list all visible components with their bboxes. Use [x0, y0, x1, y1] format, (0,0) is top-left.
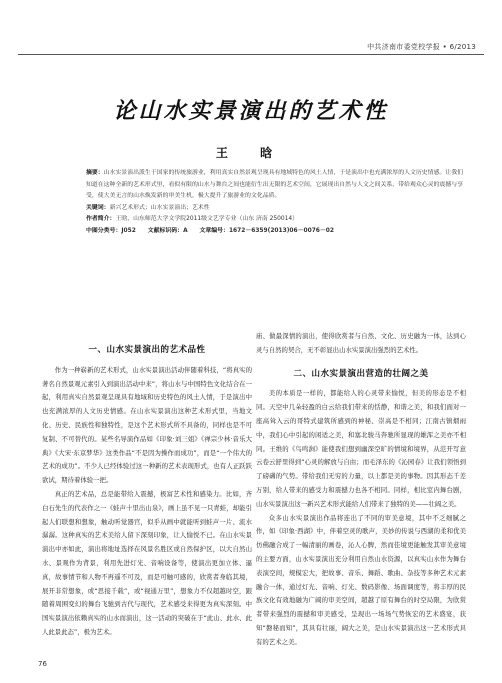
- abstract-label: 摘要：: [86, 170, 104, 176]
- article-no-value: 1672－6359(2013)06－0076－02: [228, 227, 334, 234]
- doc-code-item: [148, 228, 188, 234]
- doc-code-label: 文献标识码：: [147, 227, 184, 234]
- right-paragraph-1: 美的本质是一样的，都能给人的心灵带来愉悦，但美的形态是不相同。天空中几朵轻盈的白云给我们带来的恬静，和谐之美，和我们面对一座高耸入云的哥特式建筑所感到的神秘、崇高是不相同；江南古镇烟雨中，我们心中引起的闲适之美，和塞北骏马奔驰所显现的雄浑之美亦不相同。王维的《鸟鸣涧》能使我们想到幽深空旷的情境和境界，从范开写意云卷云舒里得到“心灵的解放与自由；而毛泽东的《沁园春》让我们领悟到了磅礴的气势。带给我们无穷的力量，以上都是美的事物。因其形态千差万别，给人带来的感受力和震撼力也各不相同。同样，相比室内舞台剧，山水实景演出这一新兴艺术形式能给人们带来了独特的美——壮阔之美。: [256, 389, 466, 508]
- section-heading-1: 一、山水实景演出的艺术品性: [88, 345, 206, 355]
- keywords-line: [86, 203, 468, 215]
- article-no-item: [200, 228, 334, 234]
- clc-item: [86, 228, 136, 234]
- keywords-label: 关键词：: [86, 204, 110, 211]
- left-paragraph-2: 真正的艺术品，总是能带给人震撼，极富艺术性和感染力。比如，齐白石先生的代表作之一《蛙声十里出山泉》，画上虽不见一只青蛙，却能引起人们联想和想象，触动听觉器官，似乎从画中就能听到蛙声一片、流水潺潺。这种真实的艺术美给人留下深刻印象，让人愉悦不已。在山水实景演出中亦如此，演出将地址选择在风景名胜区或自然保护区，以大自然山水、景观作为背景，利用先进灯光、音响设备等，使演出更加立体、逼真，故事情节和人物不再遥不可及，而是可触可感的，欣赏者身临其境，展开非常想象，或“思接千载”，或“视通万里”，想象力不仅超越时空，跟随着周围变幻的舞台飞驰到古代与现代，艺术感受来得更为真实深刻。中国实景演出依赖真实的山水而演出，这一活动的突破在于“此山、此水、此人此景此态”，极为艺术。: [42, 489, 252, 636]
- right-intro-paragraph: 庙、做最深情的演出，使得欣赏者与自然、文化、历史融为一体，达到心灵与自然的契合，无不彰显出山水实景演出强烈的艺术性。: [256, 332, 466, 354]
- page-number: 76: [38, 660, 47, 668]
- article-title: 论山水实景演出的艺术性: [113, 98, 389, 124]
- left-paragraph-1: 作为一种崭新的艺术形式，山水实景演出活动伴随着科技，“将真实的著名自然景观元素引入到演出活动中来”，将山水与中国特色文化结合在一起，利用真实自然景观呈现具有地域和历史特色的风土人情，于是演出中也充满浓厚的人文历史情感。在山水实景演出这种艺术形式里，当地文化、历史、民族性和独特性，是这个艺术形式所不具备的，同样也是不可复制、不可替代的。某些名导演作品如《印象·刘三姐》《禅宗少林·音乐大典》《大宋·东京梦华》这类作品“不是因为操作而成功”，而是“一个伟大的艺术的成功”。不少人已经体验过这一种新的艺术表现形式，也有人正跃跃欲试，期待着体验一把。: [42, 365, 252, 485]
- author-info-line: [86, 214, 468, 226]
- classification-line: [86, 226, 468, 238]
- abstract-text: 山水实景演出派生于国家的传统旅游业，利用真实自然景观呈现具有地域特色的风土人情，于是演出中也充满浓厚的人文历史情感。让我们知道在这种全新的艺术形式里，看似有限的山水与舞台之间也能衍生出无限的艺术空间，它展现出自然与人文之间关系，带给观众心灵的震撼与享受，使大美无言的山水焕发新的审美生机，极大提升了旅游业的文化品质。: [86, 170, 463, 200]
- author-info-label: 作者简介：: [86, 216, 116, 223]
- header-rule: [18, 54, 484, 55]
- clc-value: J052: [121, 227, 136, 234]
- abstract: [86, 168, 468, 203]
- keywords-text: 新兴艺术形式；山水实景演出；艺术性: [109, 204, 210, 211]
- abstract-block: [86, 168, 468, 238]
- doc-code-value: A: [183, 227, 188, 234]
- clc-label: 中图分类号：: [86, 227, 122, 234]
- right-paragraph-2: 众多山水实景演出作品将连出了不同的审美意境，其中不乏细腻之作，如《印象·西湖》中，伴着空灵的歌声，美妙的传说与西湖的柔和优美仿佛融合成了一幅清丽的画卷，沁人心脾，然而佳境更能触发其审美意境的主要方面，山水实景演出充分利用自然山水资源，以真实山水作为舞台表演空间，规模宏大，把故事、音乐、舞蹈、歌曲、杂技等多种艺术元素融合一体，通过灯光、音响、灯光、数码影像、场面调度等，将丰厚的民族文化有效地融为广阔的审美空间，超越了原有舞台的时空局限，为欣赏者带来强烈的震撼和审美感受，呈现出一场场气势恢宏的艺术盛宴，获知“磐秘而知”，其具有壮丽，阔大之美，是山水实景演出这一艺术形式具有的艺术之美。: [256, 513, 466, 646]
- author-name: 王 晗: [215, 146, 287, 160]
- journal-header: 中共济南市委党校学报 • 6/2013: [367, 43, 476, 51]
- author-info-text: 王晗，山东师范大学文学院2011级文艺学专业（山东 济南 250014）: [115, 216, 299, 223]
- right-column: [256, 334, 466, 650]
- article-no-label: 文章编号：: [199, 227, 229, 234]
- section-heading-2: 二、山水实景演出营造的壮阔之美: [293, 368, 429, 379]
- left-column: [42, 334, 252, 640]
